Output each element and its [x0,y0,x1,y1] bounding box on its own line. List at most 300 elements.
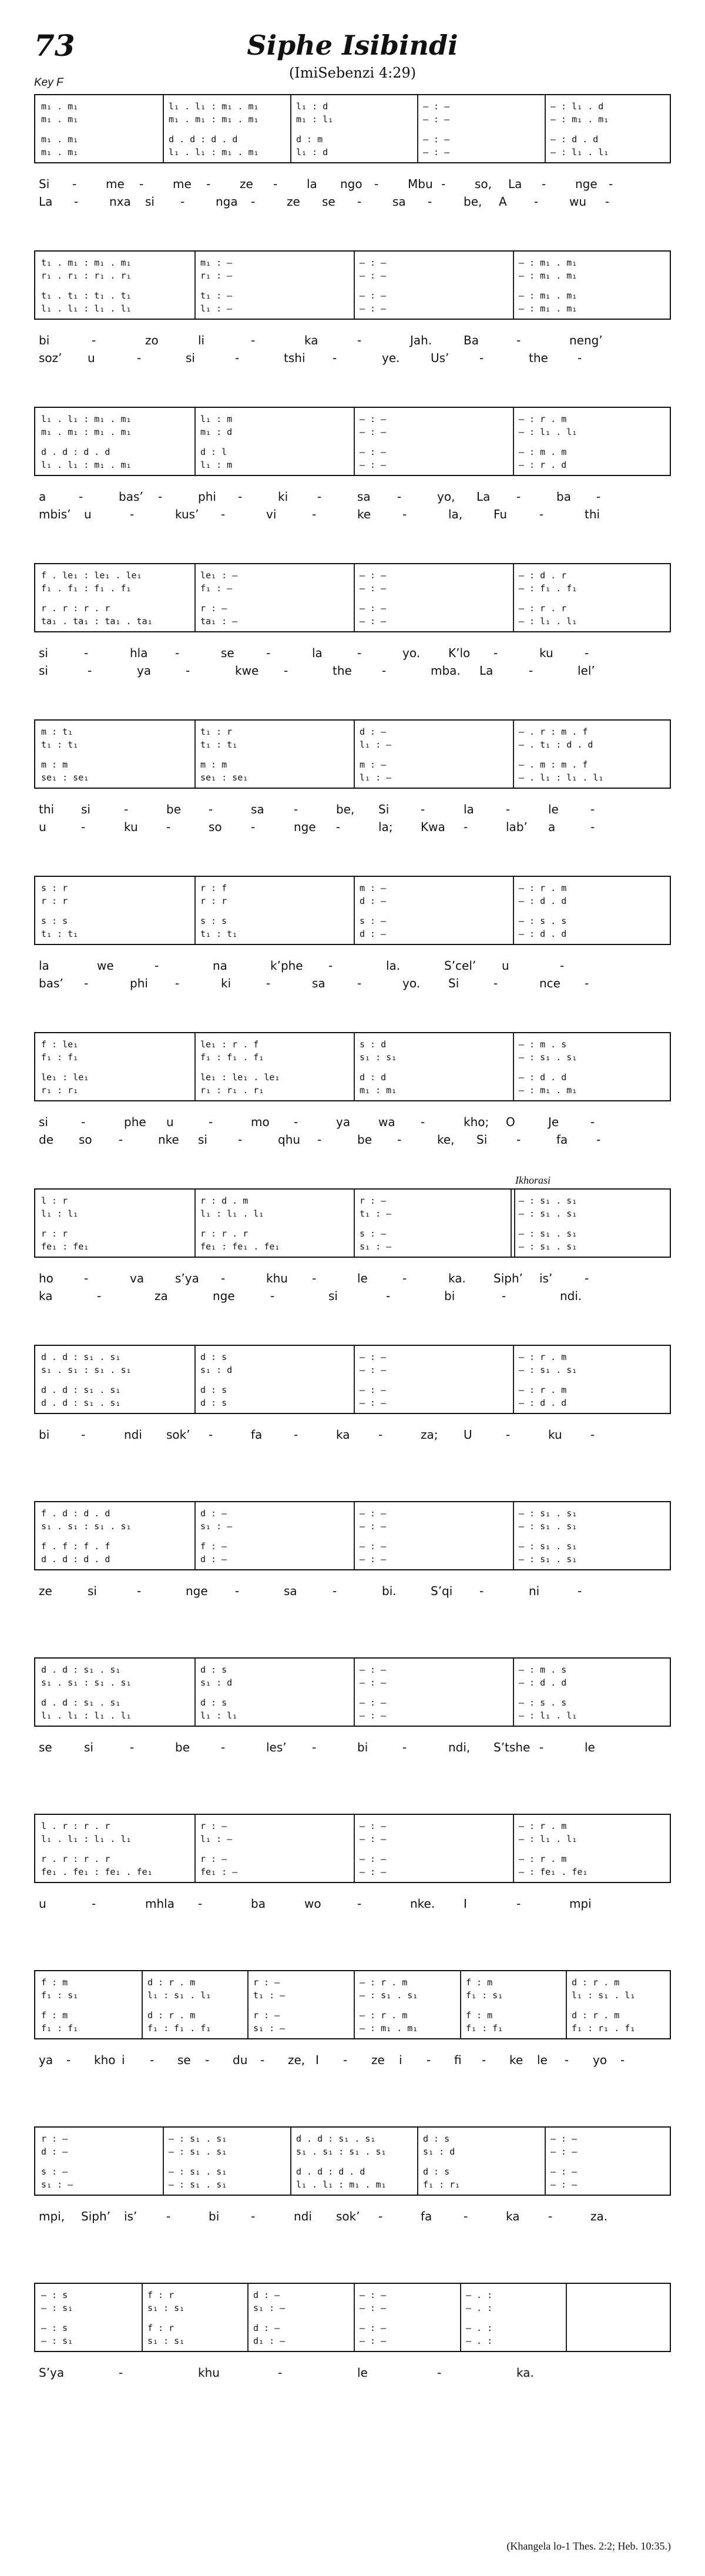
voice-part-row [35,256,670,269]
lyric-syllable: sa [392,195,406,209]
solfa-notes: d : s [200,1385,227,1395]
solfa-notes: l₁ : d [296,101,328,112]
lyric-syllable: - [529,664,533,678]
lyric-syllable: Siph’ [494,1271,523,1285]
lyric-syllable: nge [294,820,316,834]
solfa-notes: r₁ : — [200,270,233,281]
lyric-syllable: ku [539,646,553,660]
solfa-notes: — . : [466,2303,493,2313]
lyric-syllable: si [39,1115,48,1129]
lyric-syllable: u [84,507,92,521]
solfa-notes: f . d : d . d [41,1508,110,1519]
lyric-syllable: - [273,177,278,191]
lyric-syllable: be [357,1133,372,1147]
solfa-notes: s : — [360,1228,387,1239]
solfa-notes: m₁ : d [200,427,233,437]
lyric-syllable: - [578,351,582,365]
solfa-notes: — : s₁ . s₁ [519,1052,578,1063]
voice-part-row [35,1976,670,1989]
lyric-syllable: - [548,2209,553,2223]
solfa-notes: f₁ . f₁ : f₁ . f₁ [41,583,132,594]
solfa-notes: f₁ : s₁ [41,1990,79,2001]
lyric-syllable: be, [336,802,355,816]
solfa-notes: — : — [360,1867,387,1877]
solfa-notes: — : — [360,460,387,470]
lyric-syllable: soz’ [39,351,62,365]
solfa-notes: — : fe₁ . fe₁ [519,1867,588,1877]
solfa-notes: — : — [360,616,387,627]
lyric-syllable: - [421,802,425,816]
lyric-syllable: - [130,1740,135,1754]
lyric-syllable: sa [251,802,264,816]
solfa-notes: f₁ : f₁ . f₁ [200,1052,264,1063]
solfa-notes: — : — [360,1854,387,1864]
solfa-notes: m₁ . m₁ : m₁ . m₁ [41,427,132,437]
solfa-notes: m₁ . m₁ [41,147,79,158]
solfa-notes: m : — [360,883,387,893]
lyric-syllable: - [251,333,256,347]
lyric-syllable: the [333,664,352,678]
lyric-syllable: nge [213,1289,235,1303]
lyric-syllable: - [560,959,565,973]
solfa-notes: l₁ : s₁ . l₁ [572,1990,636,2001]
solfa-notes: s₁ : s₁ [147,2336,185,2346]
solfa-notes: — : m₁ . m₁ [519,303,578,314]
lyric-line [34,662,671,679]
lyric-syllable: - [317,1133,322,1147]
music-system [0,1652,705,1815]
lyric-syllable: ndi. [560,1289,582,1303]
solfa-notes: — : r . m [519,883,567,893]
music-system [0,244,705,408]
lyric-line [34,2207,671,2225]
solfa-notes: f₁ : r₁ [423,2179,461,2190]
solfa-notes [566,2302,672,2314]
solfa-notes: le₁ : le₁ [41,1072,89,1083]
lyric-syllable: - [343,2053,348,2067]
voice-part-row [35,1865,670,1878]
lyric-syllable: Us’ [431,351,449,365]
lyric-syllable: yo. [402,976,421,990]
solfa-notes: — : r . m [519,1854,567,1864]
music-system [0,1964,705,2128]
voice-part-row [35,582,670,595]
lyric-syllable: ze [39,1584,52,1598]
solfa-notes: — : f₁ . f₁ [519,583,578,594]
solfa-notes: ta₁ : — [200,616,238,627]
voice-part-row [35,1084,670,1097]
lyric-syllable: - [428,195,432,209]
lyric-syllable: - [590,820,595,834]
solfa-notes: d : — [200,1508,227,1519]
staff-box [34,250,671,320]
solfa-notes: — : m . s [519,1039,567,1050]
solfa-notes: l₁ : m [200,414,233,424]
solfa-notes [566,2289,672,2302]
lyric-syllable: si [39,664,48,678]
lyric-syllable: - [402,1271,407,1285]
lyric-syllable: - [534,195,539,209]
lyric-syllable: mpi [569,1897,592,1911]
solfa-notes: — : s [41,2323,68,2333]
voice-part-row [35,927,670,940]
staff-box [34,876,671,945]
solfa-notes: — : s₁ . s₁ [169,2133,227,2144]
staff-box [34,1814,671,1883]
solfa-notes: — : — [360,2323,387,2333]
solfa-notes: — : — [360,1508,387,1519]
lyric-syllable: - [585,1271,589,1285]
solfa-notes: — : s . s [519,1697,567,1708]
solfa-notes: f₁ : s₁ [466,1990,503,2001]
lyric-syllable: la [39,959,49,973]
solfa-notes: f : m [41,1977,68,1988]
solfa-notes: le₁ : le₁ . le₁ [200,1072,280,1083]
lyric-syllable: zo [145,333,159,347]
lyric-syllable: Si [39,177,50,191]
lyric-syllable: ke [357,507,371,521]
solfa-notes: s₁ : s₁ [360,1052,397,1063]
lyric-syllable: - [605,195,610,209]
lyric-syllable: - [596,490,601,504]
lyric-syllable: I [464,1897,467,1911]
solfa-notes: l₁ : l₁ . l₁ [200,1208,264,1219]
lyric-syllable: - [84,976,89,990]
solfa-notes [566,2334,672,2347]
solfa-notes: r₁ : r₁ [41,1085,79,1096]
solfa-notes: — : s₁ . s₁ [519,1228,578,1239]
lyric-syllable: khu [198,2366,220,2380]
voice-part-row [35,882,670,895]
solfa-notes: — : — [550,2146,578,2157]
lyric-syllable: - [251,2209,256,2223]
lyric-syllable: - [312,1740,317,1754]
voice-part-row [35,1071,670,1084]
solfa-notes: d : m [296,134,323,145]
solfa-notes: m₁ : l₁ [296,114,334,125]
lyric-syllable: - [333,351,337,365]
lyric-syllable: ya [137,664,152,678]
solfa-notes: le₁ : — [200,570,238,581]
lyric-syllable: ka. [516,2366,534,2380]
lyric-syllable: si [328,1289,338,1303]
lyric-syllable: - [198,1897,203,1911]
lyric-syllable: le [357,1271,368,1285]
solfa-notes: — : — [360,1352,387,1362]
lyric-syllable: - [158,490,163,504]
voice-part-row [35,2145,670,2158]
voice-part-row [35,1038,670,1051]
solfa-notes: d : s [200,1398,227,1408]
lyric-syllable: la [312,646,323,660]
solfa-notes: f₁ : r₁ . f₁ [572,2023,636,2034]
lyric-syllable: bi [357,1740,368,1754]
voice-part-row [35,2334,670,2347]
lyric-syllable: - [294,1428,298,1442]
lyric-syllable: bi [444,1289,455,1303]
lyric-syllable: - [516,1897,521,1911]
music-system [0,2277,705,2440]
key-signature: Key F [34,76,63,89]
lyric-line [34,1113,671,1131]
lyric-syllable: - [294,802,298,816]
lyric-syllable: nge [186,1584,208,1598]
lyric-syllable: le [585,1740,595,1754]
solfa-notes: r : — [200,603,227,614]
solfa-notes: — : m₁ . m₁ [519,290,578,301]
solfa-notes: — : — [360,1821,387,1831]
solfa-notes: s₁ : — [360,1241,392,1252]
solfa-notes: fe₁ : fe₁ . fe₁ [200,1241,280,1252]
solfa-notes: r : — [41,2133,68,2144]
lyric-syllable: be, [464,195,482,209]
solfa-notes: — : m . s [519,1664,567,1675]
voice-part-row [35,413,670,426]
solfa-notes: — . : [466,2290,493,2300]
lyric-syllable: - [175,646,180,660]
lyric-syllable: bas’ [39,976,63,990]
lyric-syllable: thi [585,507,600,521]
lyric-syllable: - [502,1289,506,1303]
lyric-syllable: u [39,820,46,834]
solfa-notes: — : s₁ . s₁ [519,1541,578,1552]
solfa-notes: — : d . d [519,929,567,939]
solfa-notes: d : l [200,447,227,457]
lyric-syllable: - [397,1133,402,1147]
solfa-notes: — : — [360,1541,387,1552]
lyric-syllable: - [590,802,595,816]
solfa-notes: f₁ : f₁ . f₁ [147,2023,212,2034]
lyric-syllable: sa [357,490,371,504]
lyric-syllable: - [620,2053,625,2067]
lyric-syllable: - [378,1428,383,1442]
solfa-notes: l₁ . l₁ : l₁ . l₁ [41,303,132,314]
solfa-notes: — : s₁ . s₁ [519,1241,578,1252]
scripture-reference: (ImiSebenzi 4:29) [288,65,417,81]
solfa-notes: d : — [200,1554,227,1565]
solfa-notes: t₁ : — [253,1990,286,2001]
solfa-notes: — : s [41,2290,68,2300]
solfa-notes: d . d : s₁ . s₁ [296,2133,376,2144]
music-system [0,1174,705,1346]
solfa-notes: r : — [200,1854,227,1864]
solfa-notes: r : r [41,1228,68,1239]
solfa-notes: f : m [41,2010,68,2021]
lyric-syllable: les’ [266,1740,287,1754]
solfa-notes: l₁ : — [360,772,392,783]
lyric-syllable: bi [39,1428,50,1442]
solfa-notes: — : — [360,570,387,581]
lyric-syllable: - [542,177,546,191]
lyric-syllable: - [464,2209,468,2223]
voice-part-row [35,100,670,113]
solfa-notes: — : — [360,1697,387,1708]
lyric-syllable: phe [124,1115,146,1129]
solfa-notes: m : m [200,759,227,770]
lyric-syllable: ka [39,1289,53,1303]
solfa-notes: — : — [360,583,387,594]
lyric-syllable: - [378,2209,383,2223]
lyric-syllable: la [464,802,474,816]
lyric-syllable: - [81,1115,86,1129]
solfa-notes: t₁ : t₁ [41,739,79,750]
solfa-notes: — : — [360,290,387,301]
lyric-syllable: si [88,1584,97,1598]
solfa-notes: s₁ . s₁ : s₁ . s₁ [296,2146,387,2157]
solfa-notes: d : — [360,896,387,906]
solfa-notes: s : d [360,1039,387,1050]
lyric-line [34,957,671,974]
solfa-notes: l₁ : — [200,1834,233,1844]
solfa-notes: s₁ : — [253,2303,286,2313]
lyric-syllable: za; [421,1428,438,1442]
lyric-syllable: - [84,646,89,660]
solfa-notes: d . d : s₁ . s₁ [41,1664,121,1675]
lyric-syllable: so, [475,177,492,191]
solfa-notes: — : s₁ . s₁ [169,2179,227,2190]
solfa-notes: — : — [360,2303,387,2313]
lyric-syllable: - [590,1115,595,1129]
solfa-notes: — : s₁ . s₁ [169,2166,227,2177]
solfa-notes: — : — [550,2179,578,2190]
solfa-notes: — : — [360,270,387,281]
solfa-notes: — : d . d [519,1398,567,1408]
lyric-line [34,331,671,349]
lyric-line [34,974,671,992]
solfa-notes: r : — [253,1977,280,1988]
lyric-line [34,193,671,210]
voice-part-row [35,915,670,927]
lyric-syllable: - [336,820,341,834]
lyric-syllable: - [74,195,79,209]
lyric-syllable: Jah. [410,333,432,347]
solfa-notes: t₁ : — [360,1208,392,1219]
staff-box [34,1345,671,1414]
solfa-notes: — : l₁ . l₁ [519,1834,578,1844]
voice-part-row [35,2009,670,2022]
voice-part-row [35,458,670,471]
hymn-title: Siphe Isibindi [247,29,458,61]
lyric-syllable: ni [529,1584,540,1598]
lyric-syllable: yo. [402,646,421,660]
solfa-notes: l₁ : l₁ [200,1710,238,1721]
hymn-number: 73 [34,28,75,63]
solfa-notes: — : m₁ . m₁ [519,257,578,268]
lyric-syllable: thi [39,802,55,816]
solfa-notes: — . t₁ : d . d [519,739,593,750]
solfa-notes: — : r . m [360,1977,408,1988]
solfa-notes: d . d : s₁ . s₁ [41,1398,121,1408]
lyric-syllable: mo [251,1115,270,1129]
lyric-syllable: Ba [464,333,479,347]
solfa-notes: — : d . r [519,570,567,581]
solfa-notes: — . : [466,2323,493,2333]
lyric-syllable: - [357,646,362,660]
music-system [0,713,705,877]
lyric-syllable: La [479,664,494,678]
lyric-syllable: se [39,1740,52,1754]
solfa-notes: l . r : r . r [41,1821,110,1831]
lyric-syllable: a [548,820,556,834]
lyric-syllable: - [119,1133,123,1147]
lyric-syllable: - [386,1289,391,1303]
lyric-syllable: - [180,195,185,209]
lyric-line [34,349,671,367]
lyric-line [34,800,671,818]
voice-part-row [35,2302,670,2314]
solfa-notes: l₁ : l₁ [41,1208,79,1219]
lyric-syllable: ki [221,976,231,990]
lyric-line [34,1269,671,1287]
lyric-syllable: - [79,490,83,504]
solfa-notes: — : m . m [519,447,567,457]
solfa-notes: m₁ . m₁ : m₁ . m₁ [169,114,259,125]
staff-box [34,1032,671,1101]
solfa-notes: d : d [360,1072,387,1083]
lyric-syllable: si [81,802,90,816]
voice-part-row [35,1833,670,1845]
solfa-notes: f . f : f . f [41,1541,110,1552]
lyric-syllable: - [565,2053,569,2067]
solfa-notes: — : m₁ . m₁ [550,114,609,125]
refrain-label: Ikhorasi [515,1174,550,1186]
solfa-notes: s : r [41,883,68,893]
solfa-notes: — : s₁ . s₁ [169,2146,227,2157]
solfa-notes: — . r : m . f [519,726,588,737]
solfa-notes: — : l₁ . l₁ [519,1710,578,1721]
solfa-notes: — : r . m [519,1352,567,1362]
music-system [0,870,705,1033]
lyric-syllable: - [578,1584,582,1598]
lyric-syllable: - [221,1740,226,1754]
solfa-notes: — : — [360,1664,387,1675]
lyric-syllable: u [502,959,509,973]
voice-part-row [35,771,670,784]
lyric-syllable: - [205,2053,210,2067]
lyric-syllable: ku [124,820,138,834]
voice-part-row [35,1553,670,1566]
lyric-syllable: - [166,2209,171,2223]
voice-part-row [35,2322,670,2334]
staff-box [34,407,671,476]
solfa-notes: d : — [360,726,387,737]
lyric-line [34,1738,671,1756]
lyric-line [34,818,671,836]
lyric-syllable: ze, [288,2053,306,2067]
voice-part-row [35,1696,670,1709]
solfa-notes: l : r [41,1195,68,1206]
solfa-notes: m₁ . m₁ [41,134,79,145]
lyric-syllable: - [506,1428,511,1442]
solfa-notes: m : m [41,759,68,770]
solfa-notes: — : — [550,2166,578,2177]
solfa-notes: — : s₁ . s₁ [519,1554,578,1565]
solfa-notes: s₁ : — [200,1521,233,1532]
solfa-notes: — : l₁ . l₁ [519,427,578,437]
voice-part-row [35,2132,670,2145]
voice-part-row [35,302,670,315]
lyric-syllable: O [506,1115,515,1129]
music-system [0,1495,705,1659]
lyric-syllable: La [508,177,522,191]
lyric-syllable: za [155,1289,168,1303]
voice-part-row [35,445,670,458]
staff-box [34,2283,671,2352]
solfa-notes: s : s [41,916,68,926]
lyric-line [34,505,671,523]
lyric-syllable: so [209,820,222,834]
solfa-notes: d₁ : — [253,2336,286,2346]
